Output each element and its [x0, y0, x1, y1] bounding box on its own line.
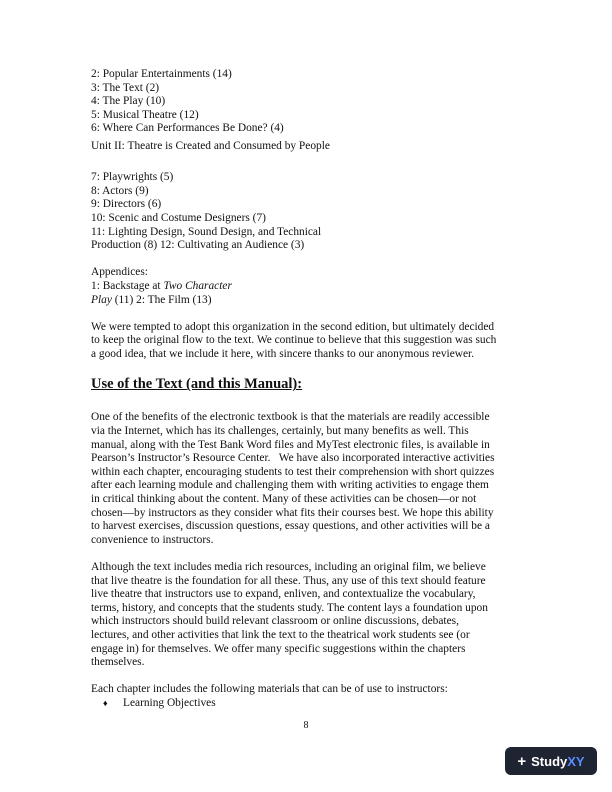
appendix-text: 1: Backstage at [91, 279, 164, 292]
toc-item: 9: Directors (6) [91, 198, 162, 211]
appendix-title-italic: Two Character [163, 279, 232, 292]
appendix-title-italic: Play [91, 293, 112, 306]
text-line: We were tempted to adopt this organization in the second edition, but ultimately decided [91, 320, 495, 333]
text-line: themselves. [91, 656, 145, 669]
appendix-line [91, 294, 531, 308]
page-number: 8 [303, 720, 309, 731]
text-line: in critical thinking about the content. Many of these activities can be chosen—or not [91, 493, 477, 506]
text-line: Pearson’s Instructor’s Resource Center. We have also incorporated interactive activities [91, 452, 495, 465]
toc-item: 11: Lighting Design, Sound Design, and Technical [91, 225, 322, 238]
appendix-line [91, 280, 531, 294]
toc-item: 2: Popular Entertainments (14) [91, 68, 232, 80]
text-line: Although the text includes media rich resources, including an original film, we believe [91, 561, 486, 573]
text-line: via the Internet, which has its challenges, certainly, but many benefits as well. This [91, 425, 469, 438]
paragraph-organization [91, 321, 531, 362]
unit1-list [91, 68, 531, 136]
appendices-title: Appendices: [91, 266, 148, 279]
text-line: One of the benefits of the electronic textbook is that the materials are readily accessible [91, 411, 490, 424]
studyxy-badge[interactable] [505, 747, 597, 775]
toc-item: 6: Where Can Performances Be Done? (4) [91, 122, 284, 135]
badge-study-text: Study [531, 753, 568, 769]
list-item [103, 697, 531, 711]
text-line: after each learning module and challenging them with writing activities to engage them [91, 479, 489, 492]
toc-item: 7: Playwrights (5) [91, 171, 174, 184]
paragraph-live-theatre [91, 561, 531, 670]
unit2-title: Unit II: Theatre is Created and Consumed by People [91, 139, 330, 152]
text-line: to harvest exercises, discussion questions, essay questions, and other activities will be a [91, 520, 490, 533]
appendices [91, 266, 531, 307]
text-line: chosen—by instructors as they consider what fits their courses best. We hope this ability [91, 506, 494, 519]
badge-xy-text: XY [567, 753, 585, 769]
list-item-text: Learning Objectives [123, 696, 216, 709]
plus-icon: + [517, 752, 527, 770]
text-line: terms, history, and concepts that the students study. The content lays a foundation upon [91, 601, 488, 614]
page-content [91, 68, 531, 711]
toc-item: Production (8) 12: Cultivating an Audience (3) [91, 239, 305, 252]
text-line: lectures, and other activities that link the text to the theatrical work students see (or [91, 628, 470, 641]
text-line: to keep the original flow to the text. We continue to believe that this suggestion was such [91, 334, 497, 347]
toc-item: 8: Actors (9) [91, 184, 149, 197]
text-line: live theatre that instructors use to expand, enliven, and contextualize the vocabulary, [91, 588, 476, 601]
text-line: that live theatre is the foundation for all these. Thus, any use of this text should feature [91, 574, 486, 587]
paragraph-benefits [91, 411, 531, 547]
diamond-bullet-icon: ♦ [103, 697, 108, 708]
toc-item: 10: Scenic and Costume Designers (7) [91, 211, 266, 224]
text-line: which instructors should build relevant classroom or online discussions, debates, [91, 615, 459, 628]
section-heading: Use of the Text (and this Manual): [91, 376, 303, 393]
paragraph-chapter-intro: Each chapter includes the following materials that can be of use to instructors: [91, 683, 448, 696]
toc-item: 5: Musical Theatre (12) [91, 108, 199, 121]
text-line: a good idea, that we include it here, with sincere thanks to our anonymous reviewer. [91, 347, 475, 360]
unit2-list [91, 171, 531, 253]
text-line: convenience to instructors. [91, 533, 214, 546]
toc-item: 3: The Text (2) [91, 81, 160, 94]
text-line: within each chapter, encouraging students to test their comprehension with short quizzes [91, 465, 495, 478]
text-line: manual, along with the Test Bank Word files and MyTest electronic files, is available in [91, 438, 490, 451]
badge-label [531, 754, 584, 769]
toc-item: 4: The Play (10) [91, 95, 166, 108]
text-line: engage in) for themselves. We offer many specific suggestions within the chapters [91, 642, 466, 655]
appendix-text: (11) 2: The Film (13) [111, 293, 212, 306]
